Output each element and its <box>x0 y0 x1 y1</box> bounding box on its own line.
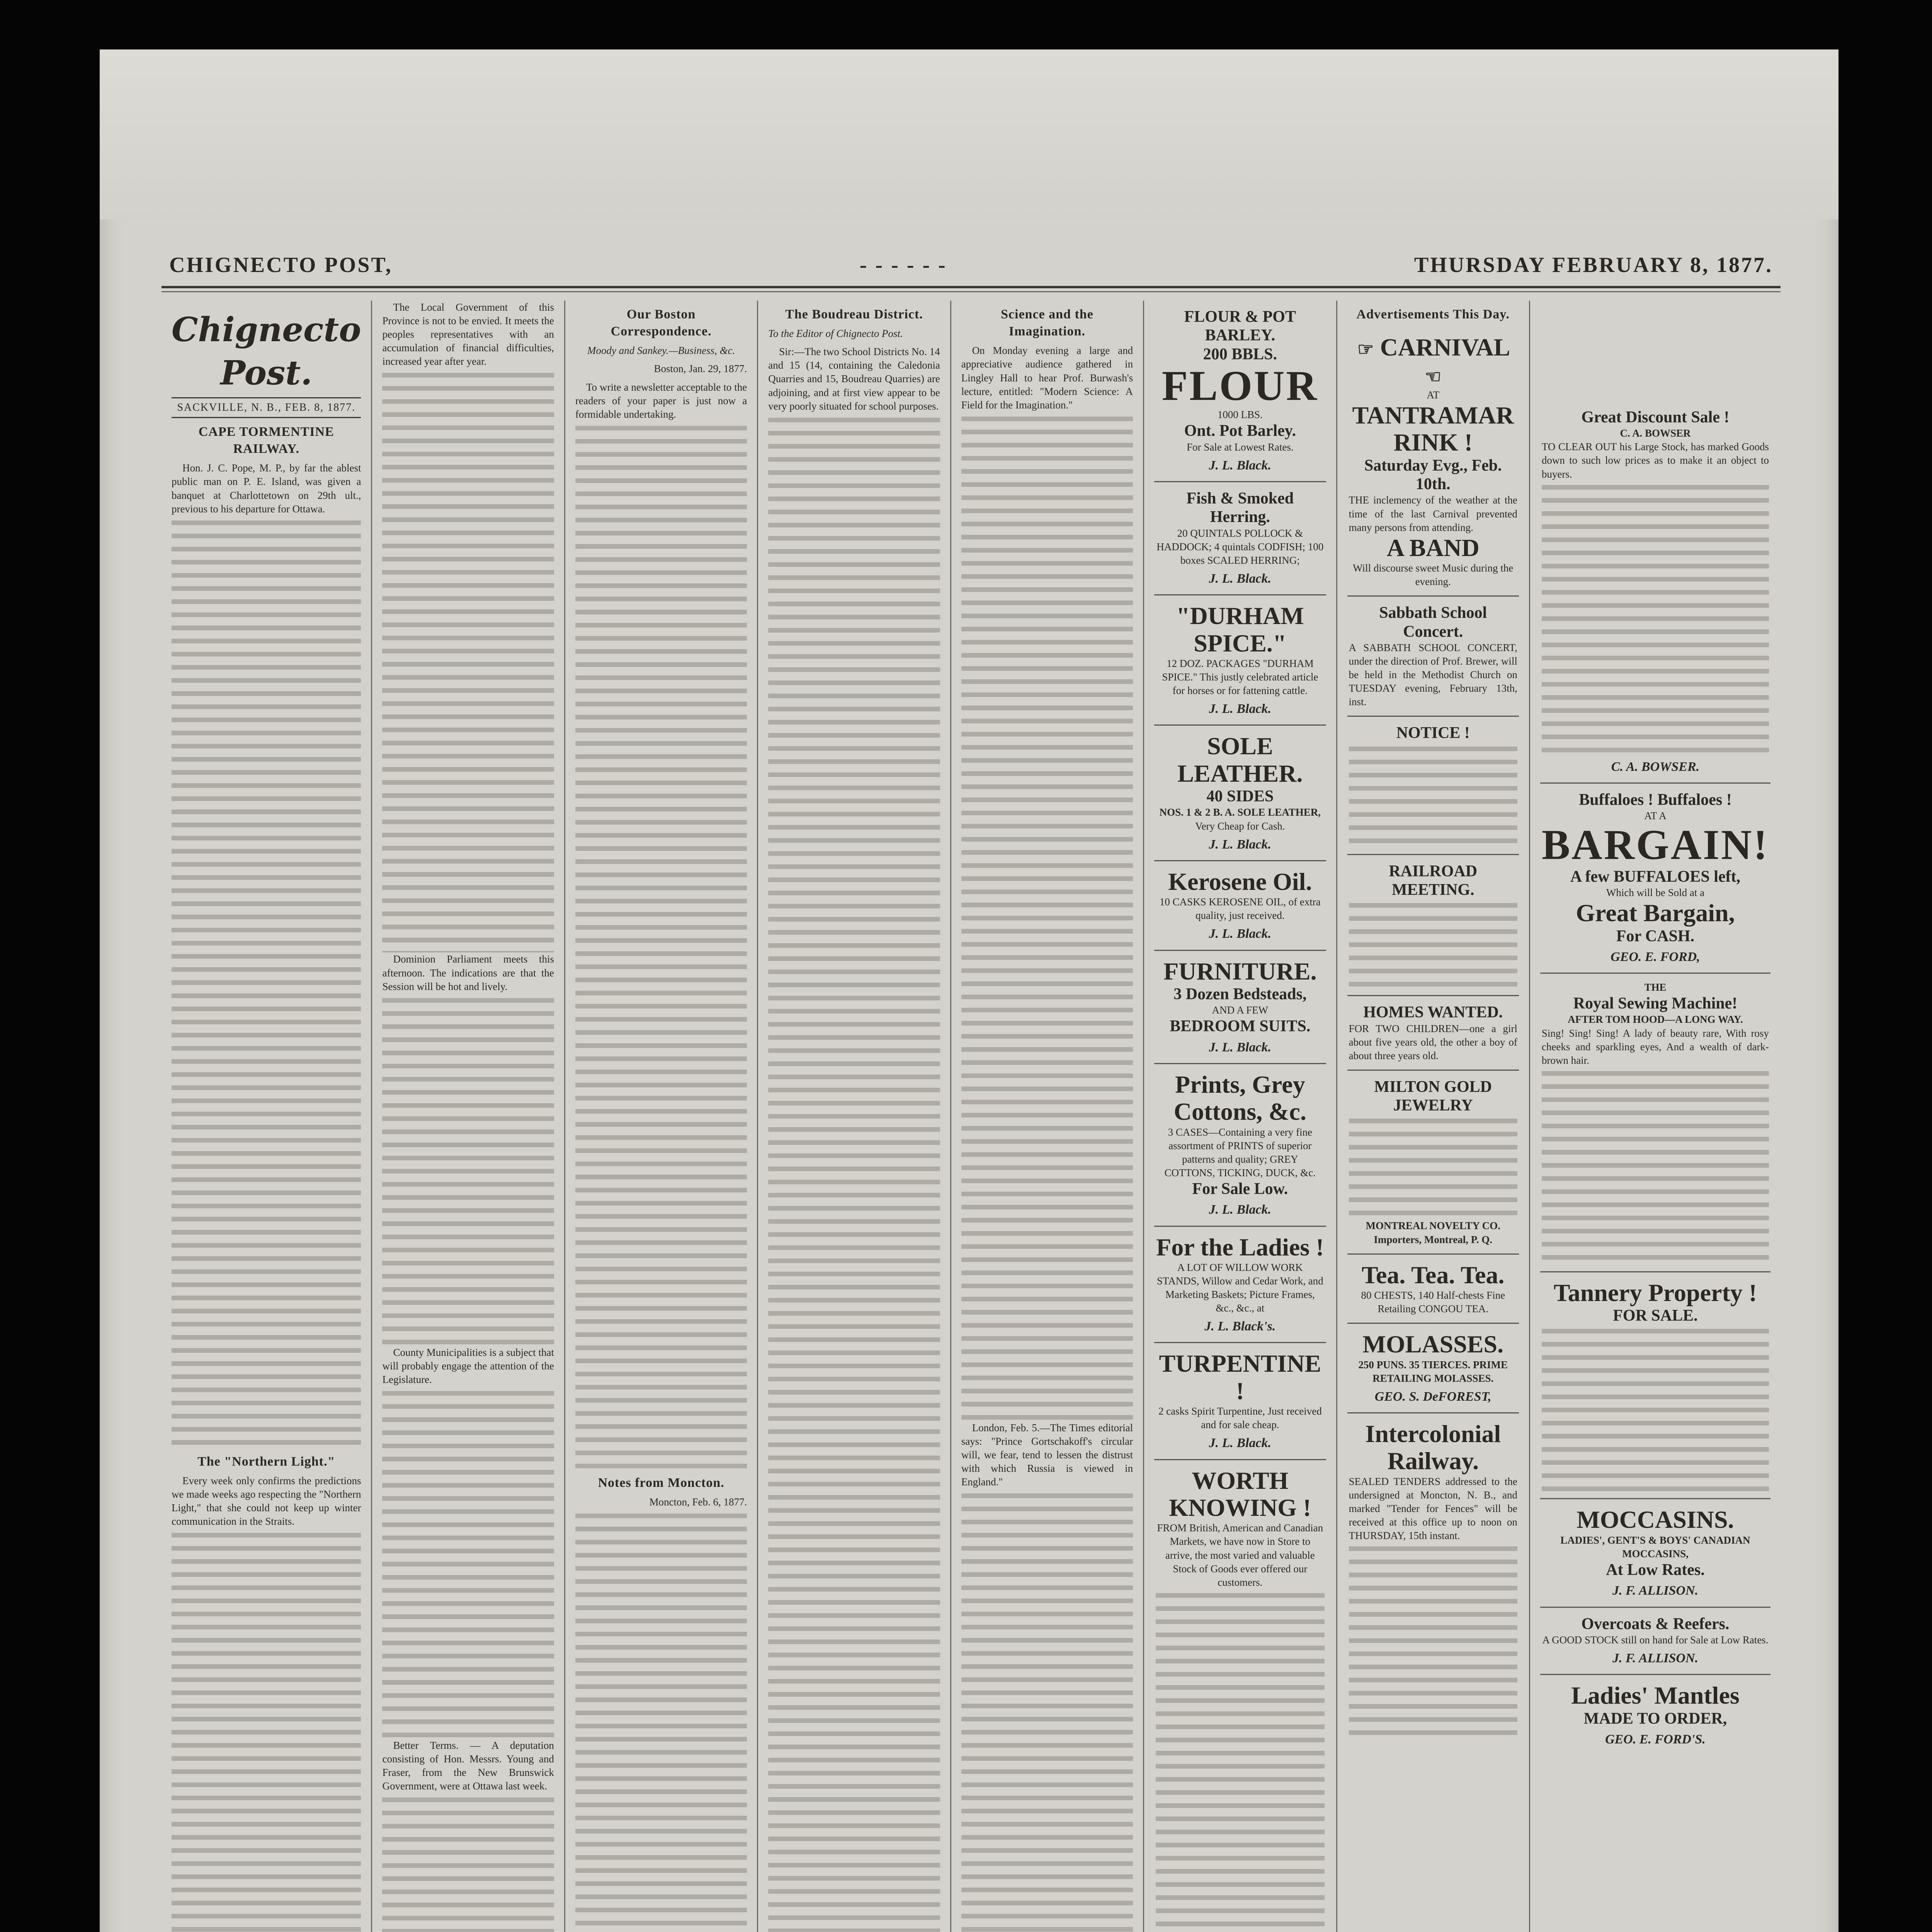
ad-text: 2 casks Spirit Turpentine, Just received and for sale cheap. <box>1158 1405 1322 1431</box>
ad-sabbath-concert <box>1347 597 1519 717</box>
text-block <box>1542 1329 1769 1491</box>
ad-title: FURNITURE. <box>1163 957 1317 985</box>
ad-text: TO CLEAR OUT his Large Stock, has marked Goods down to such low prices as to make it an object to buyers. <box>1541 441 1769 480</box>
ad-title: Tannery Property ! <box>1553 1279 1757 1306</box>
letter-salutation: To the Editor of Chignecto Post. <box>768 328 903 340</box>
ad-at: AT <box>1427 389 1440 401</box>
text-block <box>575 426 747 1469</box>
ad-signature: GEO. E. FORD'S. <box>1605 1732 1706 1747</box>
article-paragraph: London, Feb. 5.—The Times editorial says: "Prince Gortschakoff's circular will, we fear, tend to lessen the distrust with which Russia is viewed in England." <box>961 1422 1133 1488</box>
text-block <box>382 373 554 952</box>
ad-title: "DURHAM SPICE." <box>1176 602 1304 657</box>
ad-overcoats <box>1540 1608 1770 1675</box>
ad-buffaloes <box>1540 784 1770 974</box>
ad-text: LADIES', GENT'S & BOYS' CANADIAN MOCCASINS, <box>1560 1534 1750 1560</box>
text-block <box>961 417 1133 1421</box>
headline-boudreau-district: The Boudreau District. <box>785 307 923 321</box>
text-block <box>575 1514 747 1932</box>
ad-kerosene <box>1154 861 1326 951</box>
ad-text: THE inclemency of the weather at the time of the last Carnival prevented many persons from attending. <box>1349 494 1517 533</box>
ad-title: Kerosene Oil. <box>1168 867 1312 895</box>
column-7-ads <box>1337 301 1530 1932</box>
column-top-space <box>1540 301 1770 401</box>
ad-title: Intercolonial Railway. <box>1365 1420 1501 1475</box>
text-block <box>172 520 361 1448</box>
ad-title: Tea. Tea. Tea. <box>1362 1261 1505 1289</box>
ad-flour-barley <box>1154 301 1326 482</box>
article-paragraph: Every week only confirms the predictions we made weeks ago respecting the "Northern Light," that she could not keep up winter communication in the Straits. <box>172 1475 361 1527</box>
text-block <box>382 998 554 1346</box>
ad-at: AT A <box>1644 810 1667 822</box>
ad-quantity: 40 SIDES <box>1206 787 1274 806</box>
ad-band: A BAND <box>1386 534 1480 561</box>
article-paragraph: Better Terms. — A deputation consisting of Hon. Messrs. Young and Fraser, from the New Brunswick Government, were at Ottawa last week. <box>382 1740 554 1792</box>
ad-title: Great Discount Sale ! <box>1581 408 1730 426</box>
article-paragraph: On Monday evening a large and appreciative audience gathered in Lingley Hall to hear Prof. Burwash's lecture, entitled: "Modern Science: A Field for the Imagination." <box>961 345 1133 411</box>
ad-signature: J. L. Black. <box>1209 1202 1272 1217</box>
ad-text: Great Bargain, <box>1576 899 1735 927</box>
headline-cape-tormentine: CAPE TORMENTINE RAILWAY. <box>198 424 334 456</box>
dateline: SACKVILLE, N. B., FEB. 8, 1877. <box>172 397 361 418</box>
ad-durham-spice <box>1154 595 1326 726</box>
ad-intercolonial-railway <box>1347 1413 1519 1747</box>
ad-note: For Sale at Lowest Rates. <box>1186 441 1294 453</box>
ad-title: TURPENTINE ! <box>1159 1350 1321 1405</box>
ad-text: Which will be Sold at a <box>1606 887 1705 899</box>
pointing-hand-icon: ☞ <box>1357 339 1374 360</box>
ad-text: 3 CASES—Containing a very fine assortment of PRINTS of superior patterns and quality; GREY COTTONS, TICKING, DUCK, &c. <box>1164 1126 1316 1179</box>
ad-title-large: FLOUR <box>1162 362 1318 409</box>
ad-title: Overcoats & Reefers. <box>1581 1615 1730 1633</box>
ad-title: MILTON GOLD JEWELRY <box>1374 1078 1492 1115</box>
article-paragraph: County Municipalities is a subject that will probably engage the attention of the Legislature. <box>382 1346 554 1385</box>
ad-subtitle: FOR SALE. <box>1613 1307 1698 1325</box>
text-block <box>1349 903 1517 988</box>
ad-title: Buffaloes ! Buffaloes ! <box>1579 791 1732 809</box>
ad-signature: J. L. Black. <box>1209 458 1272 473</box>
ad-homes-wanted <box>1347 996 1519 1071</box>
ad-tea <box>1347 1255 1519 1324</box>
article-dateline: Moncton, Feb. 6, 1877. <box>649 1496 747 1508</box>
ad-title: Fish & Smoked Herring. <box>1186 490 1294 526</box>
ad-title: NOTICE ! <box>1396 724 1470 742</box>
column-1 <box>162 301 372 1932</box>
masthead <box>169 247 1773 284</box>
ad-signature: J. L. Black. <box>1209 571 1272 586</box>
ad-signature: J. L. Black. <box>1209 837 1272 852</box>
column-6-ads <box>1144 301 1337 1932</box>
ad-worth-knowing <box>1154 1460 1326 1932</box>
ad-subtitle: At Low Rates. <box>1606 1561 1705 1579</box>
ad-title-text: CARNIVAL <box>1380 333 1509 361</box>
headline-science-imagination: Science and the Imagination. <box>1001 307 1094 339</box>
ad-note: For Sale Low. <box>1192 1180 1288 1198</box>
ad-text: 250 PUNS. 35 TIERCES. PRIME RETAILING MOLASSES. <box>1358 1359 1508 1384</box>
ad-text: A SABBATH SCHOOL CONCERT, under the direction of Prof. Brewer, will be held in the Methodist Church on TUESDAY evening, February 13th, inst. <box>1349 641 1517 708</box>
ad-text: FROM British, American and Canadian Markets, we have now in Store to arrive, the most varied and valuable Stock of Goods ever offered our customers. <box>1157 1522 1323 1588</box>
ad-text: AND A FEW <box>1212 1004 1269 1016</box>
ad-sewing-machine <box>1540 974 1770 1272</box>
masthead-paper-name: CHIGNECTO POST, <box>169 253 393 277</box>
article-paragraph: Sir:—The two School Districts No. 14 and 15 (14, containing the Caledonia Quarries and 15, Boudreau Quarries) are adjoining, and at first view appear to be very poorly situated for school purposes. <box>768 346 940 412</box>
ad-title: For the Ladies ! <box>1156 1233 1324 1261</box>
text-block <box>172 1533 361 1932</box>
ad-signature: C. A. BOWSER. <box>1611 759 1700 774</box>
headline-northern-light: The "Northern Light." <box>197 1454 335 1469</box>
ad-signature: J. L. Black. <box>1209 927 1272 941</box>
masthead-rule <box>162 286 1781 288</box>
text-block <box>768 418 940 1932</box>
masthead-date: THURSDAY FEBRUARY 8, 1877. <box>1414 253 1773 277</box>
ad-signature: J. F. ALLISON. <box>1612 1651 1698 1665</box>
ad-title: SOLE LEATHER. <box>1177 732 1303 787</box>
subheadline: Moody and Sankey.—Business, &c. <box>587 345 735 357</box>
ads-header: Advertisements This Day. <box>1356 307 1510 321</box>
article-dateline: Boston, Jan. 29, 1877. <box>654 363 747 375</box>
ad-title: MOLASSES. <box>1362 1330 1503 1358</box>
ad-text: 10 CASKS KEROSENE OIL, of extra quality, just received. <box>1159 896 1321 922</box>
text-block <box>1542 1071 1769 1264</box>
ad-title: HOMES WANTED. <box>1363 1003 1503 1022</box>
article-paragraph: Dominion Parliament meets this afternoon. The indications are that the Session will be hot and lively. <box>382 953 554 992</box>
ad-signature: GEO. S. DeFOREST, <box>1374 1389 1492 1404</box>
ad-furniture <box>1154 951 1326 1064</box>
ad-text: Will discourse sweet Music during the evening. <box>1353 562 1514 588</box>
ad-milton-jewelry <box>1347 1071 1519 1255</box>
ad-subtitle: AFTER TOM HOOD—A LONG WAY. <box>1568 1014 1743 1026</box>
ad-moccasins <box>1540 1499 1770 1607</box>
ad-text: BEDROOM SUITS. <box>1170 1017 1311 1036</box>
ad-quantity: 200 BBLS. <box>1203 345 1277 363</box>
text-block <box>1542 485 1769 755</box>
ad-text: 20 QUINTALS POLLOCK & HADDOCK; 4 quintals CODFISH; 100 boxes SCALED HERRING; <box>1156 527 1324 566</box>
masthead-dashes: - - - - - - <box>859 253 947 277</box>
column-3 <box>565 301 758 1932</box>
ad-text: NOS. 1 & 2 B. A. SOLE LEATHER, <box>1159 806 1321 818</box>
ad-title: Royal Sewing Machine! <box>1573 995 1738 1013</box>
ad-title: RAILROAD MEETING. <box>1389 862 1478 899</box>
ad-title: WORTH KNOWING ! <box>1169 1466 1311 1521</box>
ad-list-block <box>1156 1593 1324 1932</box>
text-block <box>961 1493 1133 1932</box>
headline-notes-moncton: Notes from Moncton. <box>598 1475 724 1490</box>
ad-carnival <box>1347 327 1519 597</box>
masthead-rule-thin <box>162 291 1781 292</box>
article-paragraph: Hon. J. C. Pope, M. P., by far the ablest public man on P. E. Island, was given a banquet at Charlottetown on 29th ult., previous to his departure for Ottawa. <box>172 462 361 515</box>
newspaper-page <box>100 49 1838 1932</box>
nameplate: Chignecto Post. <box>172 310 361 393</box>
ad-text: 80 CHESTS, 140 Half-chests Fine Retailing CONGOU TEA. <box>1361 1289 1505 1315</box>
ad-title <box>1349 334 1517 388</box>
ad-ladies-mantles <box>1540 1675 1770 1755</box>
ad-title: Sabbath School Concert. <box>1379 604 1487 641</box>
ad-text: A LOT OF WILLOW WORK STANDS, Willow and Cedar Work, and Marketing Baskets; Picture Frames, &c., &c., at <box>1156 1261 1323 1314</box>
text-block <box>382 1391 554 1739</box>
ad-text: For CASH. <box>1616 927 1695 945</box>
headline-boston-correspondence: Our Boston Correspondence. <box>611 307 712 339</box>
ad-sole-leather <box>1154 726 1326 861</box>
ad-signature: J. L. Black. <box>1209 702 1272 716</box>
column-4 <box>758 301 951 1932</box>
ad-quantity: 1000 LBS. <box>1217 409 1263 421</box>
blank-top-margin <box>100 49 1838 219</box>
article-paragraph: To write a newsletter acceptable to the readers of your paper is just now a formidable undertaking. <box>575 381 747 420</box>
ad-turpentine <box>1154 1343 1326 1460</box>
ad-title: Ladies' Mantles <box>1571 1682 1740 1709</box>
ad-title: Prints, Grey Cottons, &c. <box>1173 1070 1306 1126</box>
ad-title: Ont. Pot Barley. <box>1184 422 1296 440</box>
text-block <box>382 1798 554 1932</box>
ad-text: A GOOD STOCK still on hand for Sale at Low Rates. <box>1542 1634 1769 1646</box>
text-block <box>1349 1119 1517 1219</box>
page-columns <box>162 301 1781 1932</box>
ad-tannery <box>1540 1272 1770 1500</box>
ad-molasses <box>1347 1324 1519 1413</box>
ad-subtitle: MADE TO ORDER, <box>1583 1709 1727 1728</box>
ad-for-the-ladies <box>1154 1227 1326 1344</box>
ad-place: TANTRAMAR RINK ! <box>1352 401 1514 456</box>
column-5 <box>951 301 1144 1932</box>
ad-signature: J. F. ALLISON. <box>1612 1583 1698 1598</box>
ad-signature: J. L. Black. <box>1209 1436 1272 1451</box>
ad-subtitle: C. A. BOWSER <box>1620 427 1691 439</box>
ad-title: FLOUR & POT BARLEY. <box>1184 308 1296 345</box>
column-8-ads <box>1530 301 1781 1932</box>
ad-title: MOCCASINS. <box>1577 1506 1734 1534</box>
ad-fish-herring <box>1154 482 1326 595</box>
ad-text: MONTREAL NOVELTY CO. Importers, Montreal, P. Q. <box>1366 1220 1500 1245</box>
ad-text: Sing! Sing! Sing! A lady of beauty rare, With rosy cheeks and sparkling eyes, And a wealth of dark-brown hair. <box>1541 1027 1769 1066</box>
ad-text: 3 Dozen Bedsteads, <box>1173 985 1307 1003</box>
text-block <box>1349 1546 1517 1740</box>
ad-railroad-meeting <box>1347 855 1519 997</box>
ad-notice <box>1347 717 1519 855</box>
ad-text: FOR TWO CHILDREN—one a girl about five years old, the other a boy of about three years old. <box>1349 1022 1517 1061</box>
text-block <box>1349 747 1517 847</box>
ad-text: A few BUFFALOES left, <box>1570 867 1741 886</box>
ad-signature: J. L. Black. <box>1209 1040 1272 1054</box>
article-paragraph: The Local Government of this Province is not to be envied. It meets the peoples representatives with an accumulation of financial difficulties, increased year after year. <box>382 301 554 367</box>
ad-signature: J. L. Black's. <box>1204 1319 1276 1334</box>
ad-text: 12 DOZ. PACKAGES "DURHAM SPICE." This justly celebrated article for horses or for fattening cattle. <box>1162 657 1318 697</box>
pointing-hand-icon: ☜ <box>1425 366 1442 387</box>
ad-date: Saturday Evg., Feb. 10th. <box>1364 456 1502 493</box>
ad-prints-cottons <box>1154 1064 1326 1227</box>
ad-title: THE <box>1644 981 1667 993</box>
column-2 <box>372 301 565 1932</box>
ad-title-large: BARGAIN! <box>1541 821 1769 869</box>
ad-signature: GEO. E. FORD, <box>1611 949 1700 964</box>
ad-text: SEALED TENDERS addressed to the undersigned at Moncton, N. B., and marked "Tender for Fences" will be received at this office up to noon on THURSDAY, 15th instant. <box>1349 1475 1517 1542</box>
ad-discount-sale <box>1540 401 1770 784</box>
ad-note: Very Cheap for Cash. <box>1195 820 1285 832</box>
